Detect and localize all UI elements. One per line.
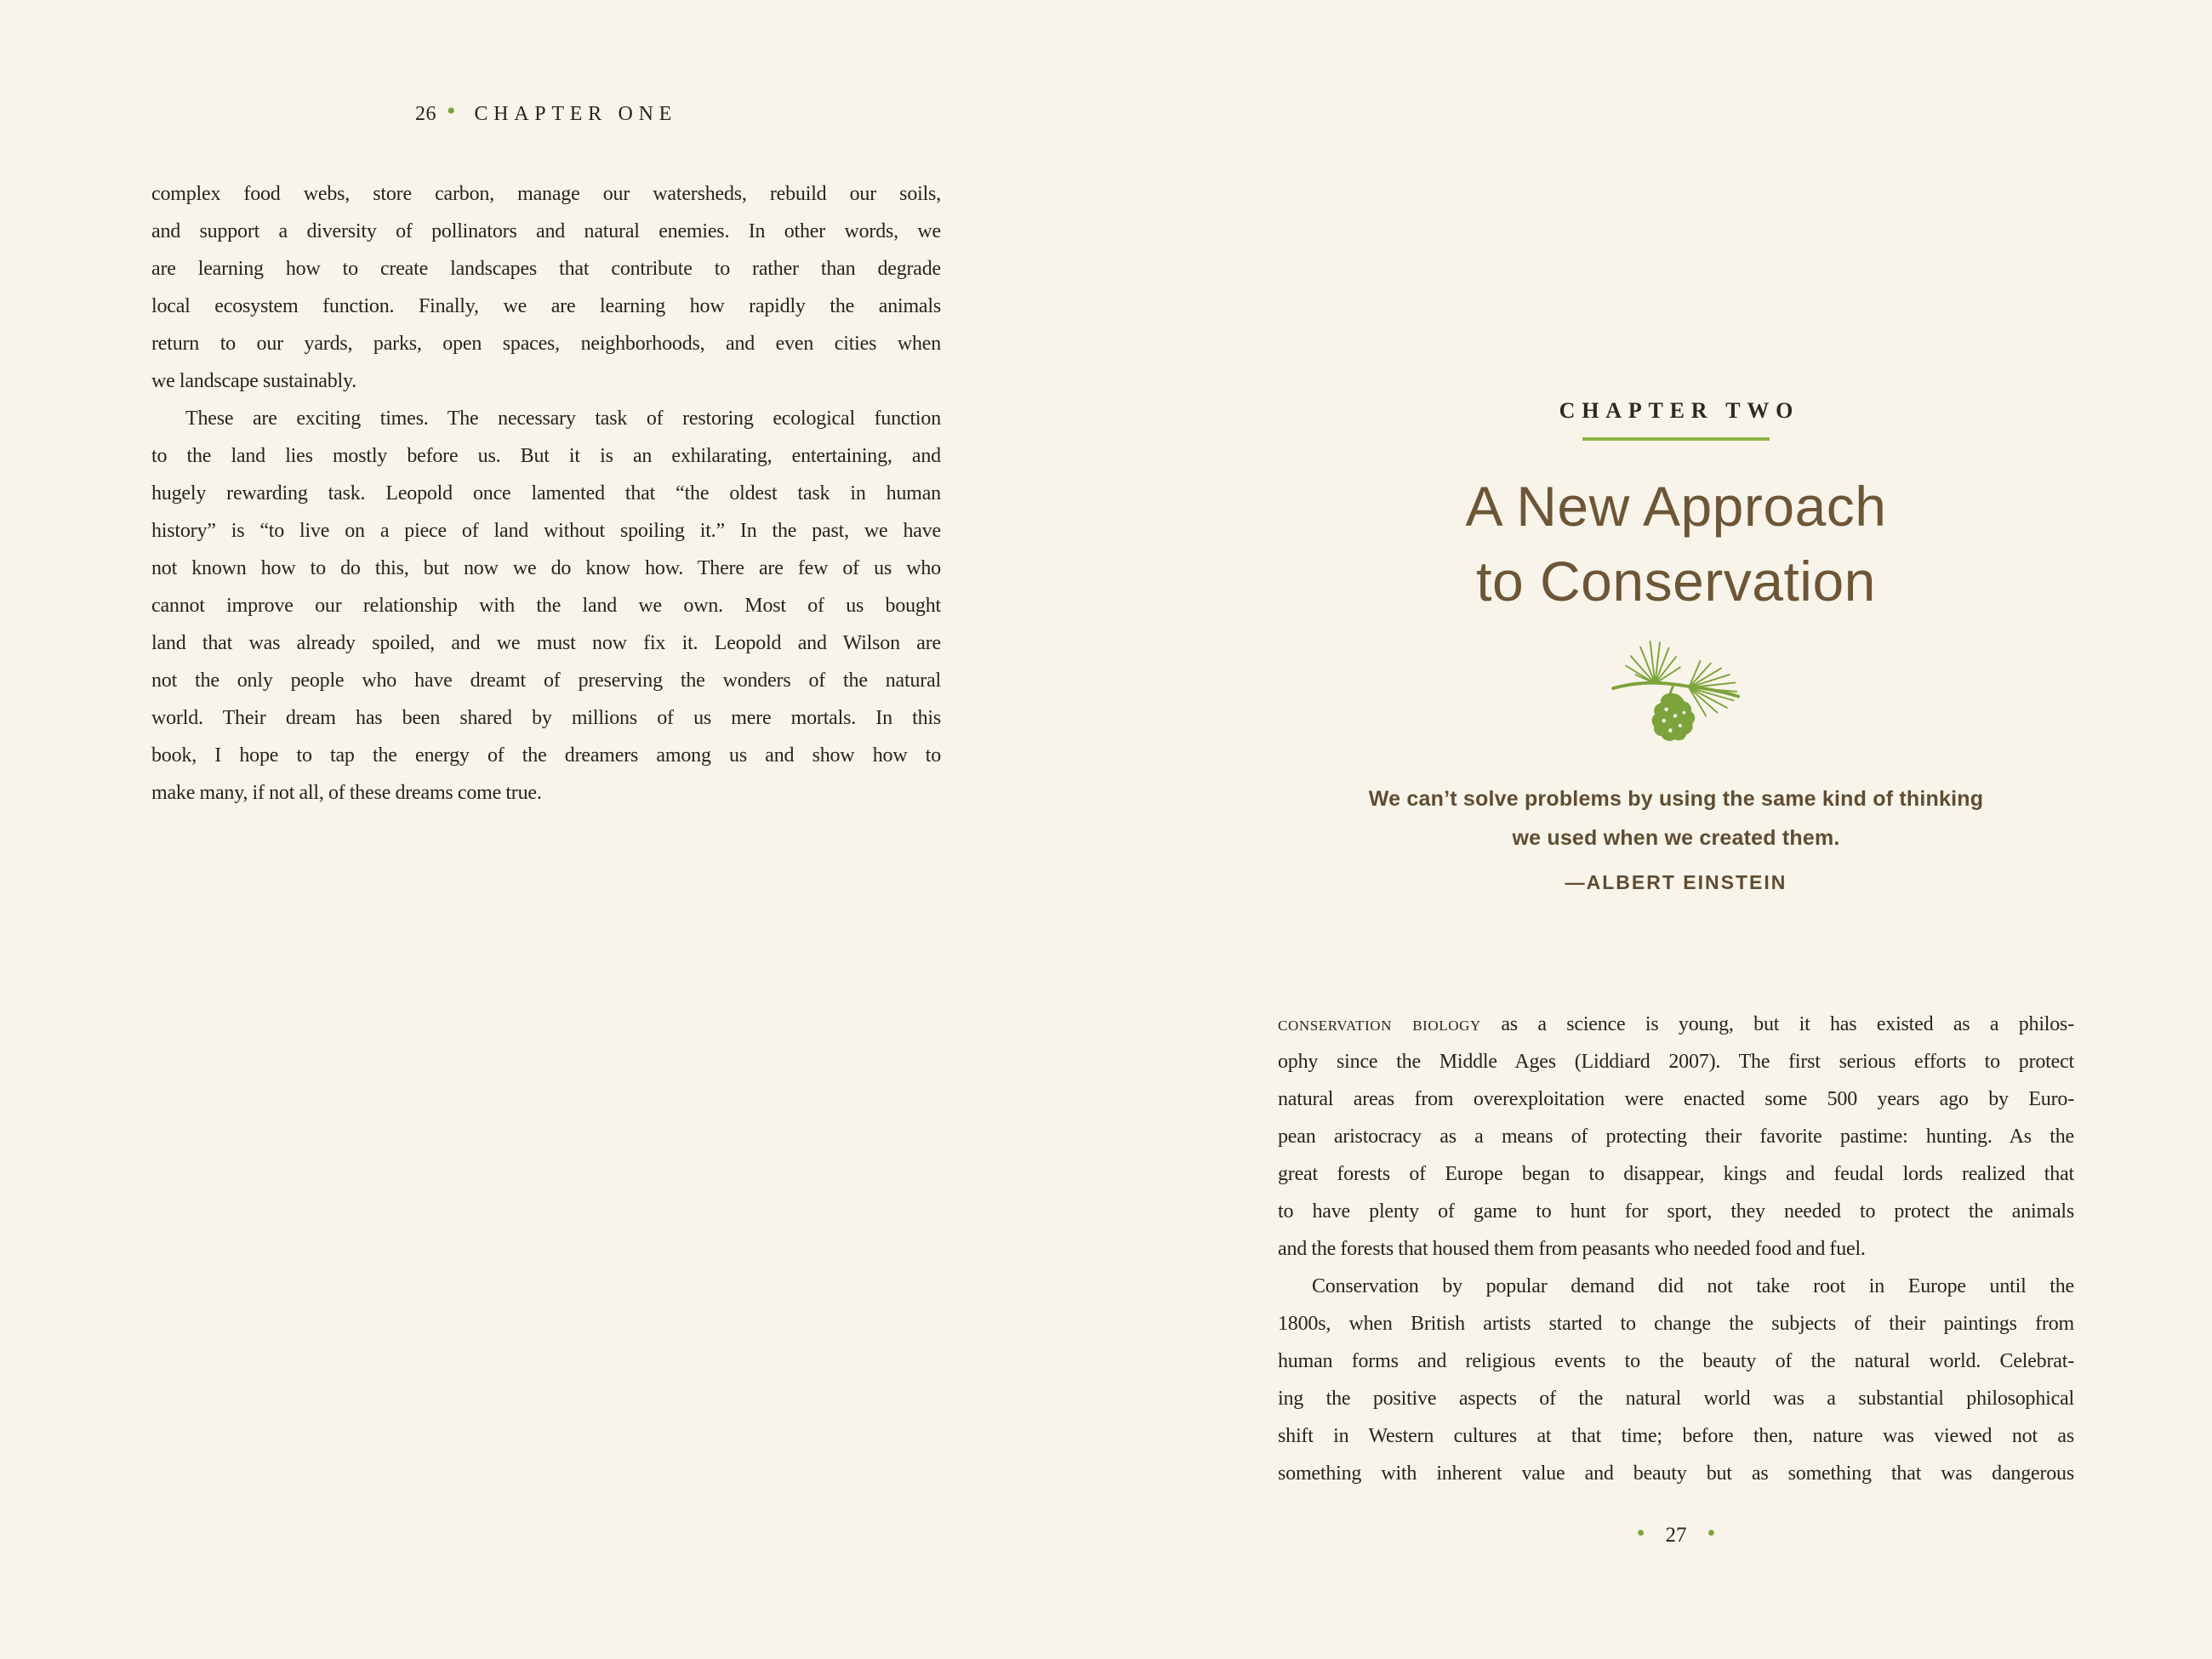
text-line: we landscape sustainably. [151,370,357,392]
text-line: are learning how to create landscapes that contribute to rather than degrade [151,258,941,280]
text-line: conservation biology as a science is young, but it has existed as a philos- [1278,1013,2074,1035]
epigraph-line2: we used when we created them. [1512,826,1840,850]
text-line: history” is “to live on a piece of land without spoiling it.” In the past, we have [151,520,941,542]
folio-right: 27 [1665,1524,1687,1547]
text-line: to have plenty of game to hunt for sport, they needed to protect the animals [1278,1200,2074,1223]
paragraph [1278,1268,2074,1492]
text-line: make many, if not all, of these dreams come true. [151,782,542,804]
text-line: shift in Western cultures at that time; before then, nature was viewed not as [1278,1425,2074,1447]
pine-branch-icon [1611,636,1741,744]
kicker-rule-divider [1582,437,1770,441]
green-dot-icon: • [1636,1520,1645,1547]
text-line: and the forests that housed them from peasants who needed food and fuel. [1278,1238,1866,1260]
text-line: human forms and religious events to the beauty of the natural world. Celebrat- [1278,1350,2074,1372]
green-dot-icon: • [446,97,456,125]
running-head [151,97,941,128]
page-footer [1278,1520,2074,1548]
chapter-title [1278,469,2074,619]
text-line: book, I hope to tap the energy of the dreamers among us and show how to [151,744,941,767]
paragraph [151,400,941,812]
text-line: not the only people who have dreamt of preserving the wonders of the natural [151,670,941,692]
text-line: 1800s, when British artists started to change the subjects of their paintings from [1278,1313,2074,1335]
text-line: Conservation by popular demand did not take root in Europe until the [1312,1275,2074,1297]
chapter-kicker: CHAPTER TWO [1559,398,1800,423]
epigraph [1278,779,2074,895]
text-line: ophy since the Middle Ages (Liddiard 2007). The first serious efforts to protect [1278,1051,2074,1073]
text-line: great forests of Europe began to disappear, kings and feudal lords realized that [1278,1163,2074,1185]
paragraph [1278,1006,2074,1268]
text-line: land that was already spoiled, and we must now fix it. Leopold and Wilson are [151,632,941,654]
text-line: not known how to do this, but now we do know how. There are few of us who [151,557,941,579]
small-caps-lead: conservation biology [1278,1013,1481,1035]
text-line: local ecosystem function. Finally, we are learning how rapidly the animals [151,295,941,317]
text-line: natural areas from overexploitation were enacted some 500 years ago by Euro- [1278,1088,2074,1110]
right-page-body-text [1278,1006,2074,1492]
text-line: something with inherent value and beauty but as something that was dangerous [1278,1462,2074,1485]
text-line: ing the positive aspects of the natural world was a substantial philosophical [1278,1388,2074,1410]
text-line: complex food webs, store carbon, manage our watersheds, rebuild our soils, [151,183,941,205]
text-line: hugely rewarding task. Leopold once lamented that “the oldest task in human [151,482,941,505]
text-line: and support a diversity of pollinators and natural enemies. In other words, we [151,220,941,242]
chapter-title-line1: A New Approach [1465,475,1887,538]
text-line: to the land lies mostly before us. But it is an exhilarating, entertaining, and [151,445,941,467]
green-dot-icon: • [1707,1520,1716,1547]
chapter-title-line2: to Conservation [1476,550,1876,613]
epigraph-attribution: —ALBERT EINSTEIN [1565,871,1787,893]
text-line: world. Their dream has been shared by millions of us mere mortals. In this [151,707,941,729]
running-head-title: CHAPTER ONE [474,103,678,125]
text-line: These are exciting times. The necessary task of restoring ecological function [185,408,941,430]
epigraph-line1: We can’t solve problems by using the same kind of thinking [1368,787,1984,811]
paragraph [151,175,941,400]
epigraph-text [1278,779,2074,858]
folio-left: 26 [414,103,436,125]
text-line: cannot improve our relationship with the land we own. Most of us bought [151,595,941,617]
text-line: pean aristocracy as a means of protecting their favorite pastime: hunting. As the [1278,1126,2074,1148]
chapter-kicker-block [1278,396,2074,441]
text-line: return to our yards, parks, open spaces, neighborhoods, and even cities when [151,333,941,355]
left-page-body-text [151,175,941,812]
ornament-container [1278,636,2074,744]
